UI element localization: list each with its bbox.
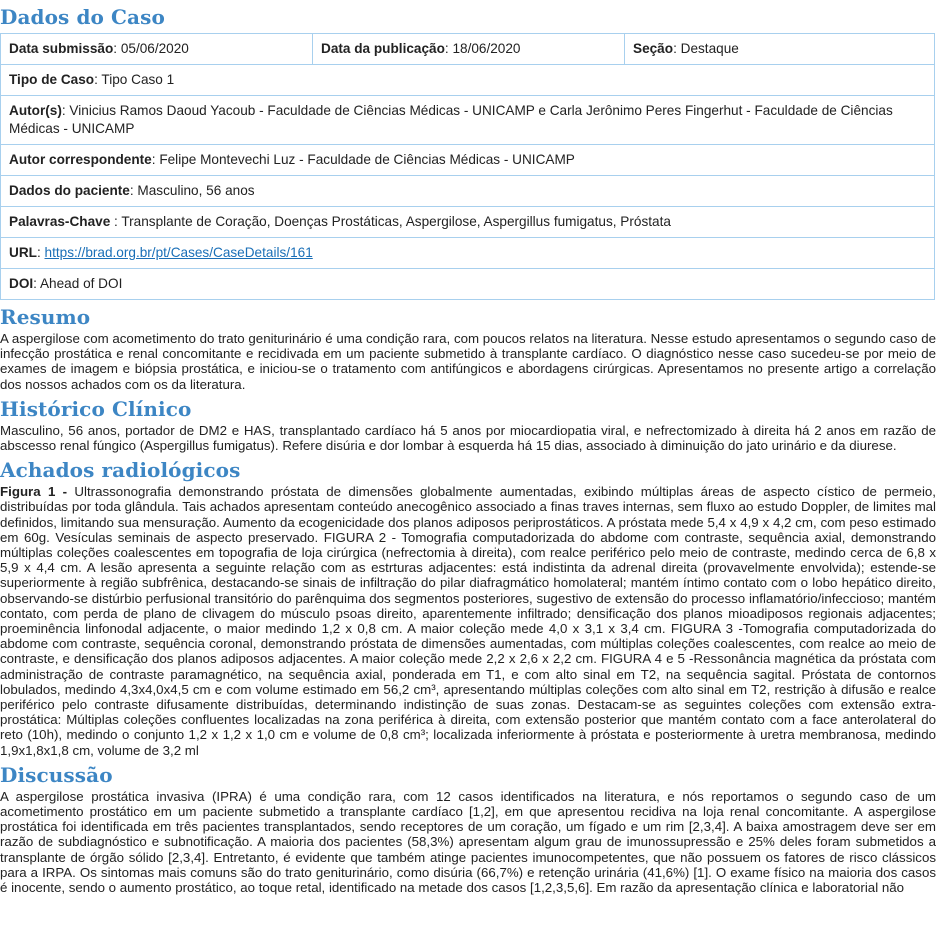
achados-paragraph	[0, 484, 936, 758]
achados-title: Achados radiológicos	[0, 458, 241, 483]
section-value: Destaque	[680, 41, 739, 56]
section-cell: Seção: Destaque	[625, 34, 935, 65]
discussao-title: Discussão	[0, 762, 113, 787]
historico-title: Histórico Clínico	[0, 396, 192, 421]
url-cell: URL: https://brad.org.br/pt/Cases/CaseDetails/161	[1, 238, 935, 269]
discussao-text: A aspergilose prostática invasiva (IPRA) é uma condição rara, com 12 casos identificados na literatura, e nós reportamos o segundo caso de um acometimento prostático em um paciente submetido a transplante cardíaco [1,2], em que apresentou recidiva na loja renal concomitante. A aspergilose prostática foi identificada em três pacientes transplantados, sendo receptores de um coração, um fígado e um rim [2,3,4]. A baixa amostragem deve ser em razão de subdiagnóstico e subnotificação. A maioria dos pacientes (58,3%) apresentam algum grau de imunossupressão e 25% deles foram submetidos a transplante de órgão sólido [2,3,4]. Entretanto, é evidente que também atinge pacientes imunocompetentes, que não possuem os fatores de risco clássicos para a IRPA. Os sintomas mais comuns são do trato geniturinário, como disúria (66,7%) e retenção urinária (41,6%) [1]. O exame físico na maioria dos casos é inocente, sendo o aumento prostático, ao toque retal, identificado na metade dos casos [1,2,3,5,6]. Em razão da apresentação clínica e laboratorial não	[0, 788, 936, 896]
corresponding-author-cell: Autor correspondente: Felipe Montevechi Luz - Faculdade de Ciências Médicas - UNICAMP	[1, 145, 935, 176]
keywords-value: Transplante de Coração, Doenças Prostáticas, Aspergilose, Aspergillus fumigatus, Próstata	[121, 214, 671, 229]
corresponding-author-value: Felipe Montevechi Luz - Faculdade de Ciências Médicas - UNICAMP	[159, 152, 575, 167]
publication-value: 18/06/2020	[452, 41, 521, 56]
publication-label: Data da publicação	[321, 41, 445, 56]
historico-section	[0, 396, 936, 453]
resumo-section	[0, 304, 936, 392]
case-type-value: Tipo Caso 1	[101, 72, 175, 87]
submission-value: 05/06/2020	[120, 41, 189, 56]
resumo-text: A aspergilose com acometimento do trato geniturinário é uma condição rara, com poucos relatos na literatura. Nesse estudo apresentamos o segundo caso de infecção prostática e renal concomitante e recidivada em um paciente submetido à transplante cardíaco. O diagnóstico nesse caso sucedeu-se por meio de exames de imagem e biópsia prostática, e iniciou-se o tratamento com antifúngicos e abordagens cirúrgicas. Apresentamos no presente artigo a correlação dos nossos achados com os da literatura.	[0, 331, 936, 392]
patient-data-cell: Dados do paciente: Masculino, 56 anos	[1, 176, 935, 207]
doi-value: Ahead of DOI	[39, 276, 123, 291]
historico-text: Masculino, 56 anos, portador de DM2 e HAS, transplantado cardíaco há 5 anos por miocardiopatia viral, e nefrectomizado à direita há 2 anos em razão de abscesso renal fúngico (Aspergillus fumigatus). Refere disúria e dor lombar à esquerda há 15 dias, associado à diminuição do jato urinário e da diurese.	[0, 422, 936, 454]
keywords-label: Palavras-Chave	[9, 214, 111, 229]
doi-label: DOI	[9, 276, 34, 291]
submission-label: Data submissão	[9, 41, 114, 56]
url-label: URL	[9, 245, 37, 260]
case-data-table	[0, 33, 935, 300]
authors-value: Vinicius Ramos Daoud Yacoub - Faculdade de Ciências Médicas - UNICAMP e Carla Jerônimo Peres Fingerhut - Faculdade de Ciências Médicas - UNICAMP	[9, 103, 893, 136]
section-label: Seção	[633, 41, 674, 56]
discussao-section	[0, 762, 936, 895]
keywords-cell: Palavras-Chave : Transplante de Coração, Doenças Prostáticas, Aspergilose, Aspergillus fumigatus, Próstata	[1, 207, 935, 238]
achados-figure-lead: Figura 1 -	[0, 484, 68, 500]
submission-cell: Data submissão: 05/06/2020	[1, 34, 313, 65]
corresponding-author-label: Autor correspondente	[9, 152, 152, 167]
case-type-label: Tipo de Caso	[9, 72, 95, 87]
authors-cell: Autor(s): Vinicius Ramos Daoud Yacoub - Faculdade de Ciências Médicas - UNICAMP e Carla Jerônimo Peres Fingerhut - Faculdade de Ciências Médicas - UNICAMP	[1, 96, 935, 145]
case-data-title: Dados do Caso	[0, 5, 165, 29]
patient-data-value: Masculino, 56 anos	[137, 183, 255, 198]
achados-text: Ultrassonografia demonstrando próstata de dimensões globalmente aumentadas, exibindo múltiplas áreas de aspecto cístico de permeio, distribuídas por toda glândula. Tais achados apresentam conteúdo anecogênico associado a finas traves internas, sem fluxo ao estudo Doppler, de limites mal definidos, limitando sua mensuração. Aumento da ecogenicidade dos planos adiposos periprostáticos. A próstata mede 5,4 x 4,9 x 4,2 cm, com peso estimado em 60g. Vesículas seminais de aspecto preservado. FIGURA 2 - Tomografia computadorizada do abdome com contraste, sequência axial, demonstrando múltiplas coleções coalescentes em topografia de loja cirúrgica (nefrectomia à direita), com realce periférico pelo meio de contraste, medindo cerca de 6,8 x 5,9 x 4,4 cm. A lesão apresenta a seguinte relação com as estrturas adjacentes: está indistinta da adrenal direita (provavelmente envolvida); estende-se superiormente à região subfrênica, destacando-se sinais de infiltração do pilar diafragmático homolateral; mantém íntimo contato com o lobo hepático direito, observando-se distúrbio perfusional transitório do parênquima dos segmentos posteriores, sugestivo de extensão do processo inflamatório/infeccioso; mantém contato, com perda de plano de clivagem do músculo psoas direito, aparentemente infiltrado; densificação dos planos mioadiposos regionais adjacentes; proeminência linfonodal adjacente, o maior medindo 1,2 x 0,8 cm. A maior coleção mede 4,0 x 3,1 x 3,4 cm. FIGURA 3 -Tomografia computadorizada do abdome com contraste, sequência coronal, demonstrando próstata de dimensões aumentadas, com múltiplas coleções coalescentes, com realce ao meio de contraste, e densificação dos planos adiposos adjacentes. A maior coleção mede 2,2 x 2,6 x 2,2 cm. FIGURA 4 e 5 -Ressonância magnética da próstata com administração de contraste paramagnético, na sequência axial, ponderada em T1, e com alto sinal em T2, na sequência sagital. Próstata de contornos lobulados, medindo 4,3x4,0x4,5 cm e com volume estimado em 56,2 cm³, apresentando múltiplas coleções com alto sinal em T2, restrição à difusão e realce periférico pelo contraste difusamente distribuídas, determinando indistinção de suas zonas. Destacam-se as seguintes coleções com extensão extra-prostática: Múltiplas coleções confluentes localizadas na zona periférica à direita, com extensão posterior que mantém contato com a face anterolateral do reto (10h), medindo o conjunto 1,2 x 1,2 x 1,0 cm e volume de 0,8 cm³; localizada inferiormente à próstata e posteriormente à uretra membranosa, medindo 1,9x1,8x1,8 cm, volume de 3,2 ml	[0, 484, 936, 758]
publication-cell: Data da publicação: 18/06/2020	[313, 34, 625, 65]
patient-data-label: Dados do paciente	[9, 183, 130, 198]
achados-section	[0, 457, 936, 758]
case-url-link[interactable]: https://brad.org.br/pt/Cases/CaseDetails/161	[44, 245, 313, 260]
authors-label: Autor(s)	[9, 103, 62, 118]
case-type-cell: Tipo de Caso: Tipo Caso 1	[1, 65, 935, 96]
doi-cell: DOI: Ahead of DOI	[1, 269, 935, 300]
resumo-title: Resumo	[0, 305, 91, 329]
